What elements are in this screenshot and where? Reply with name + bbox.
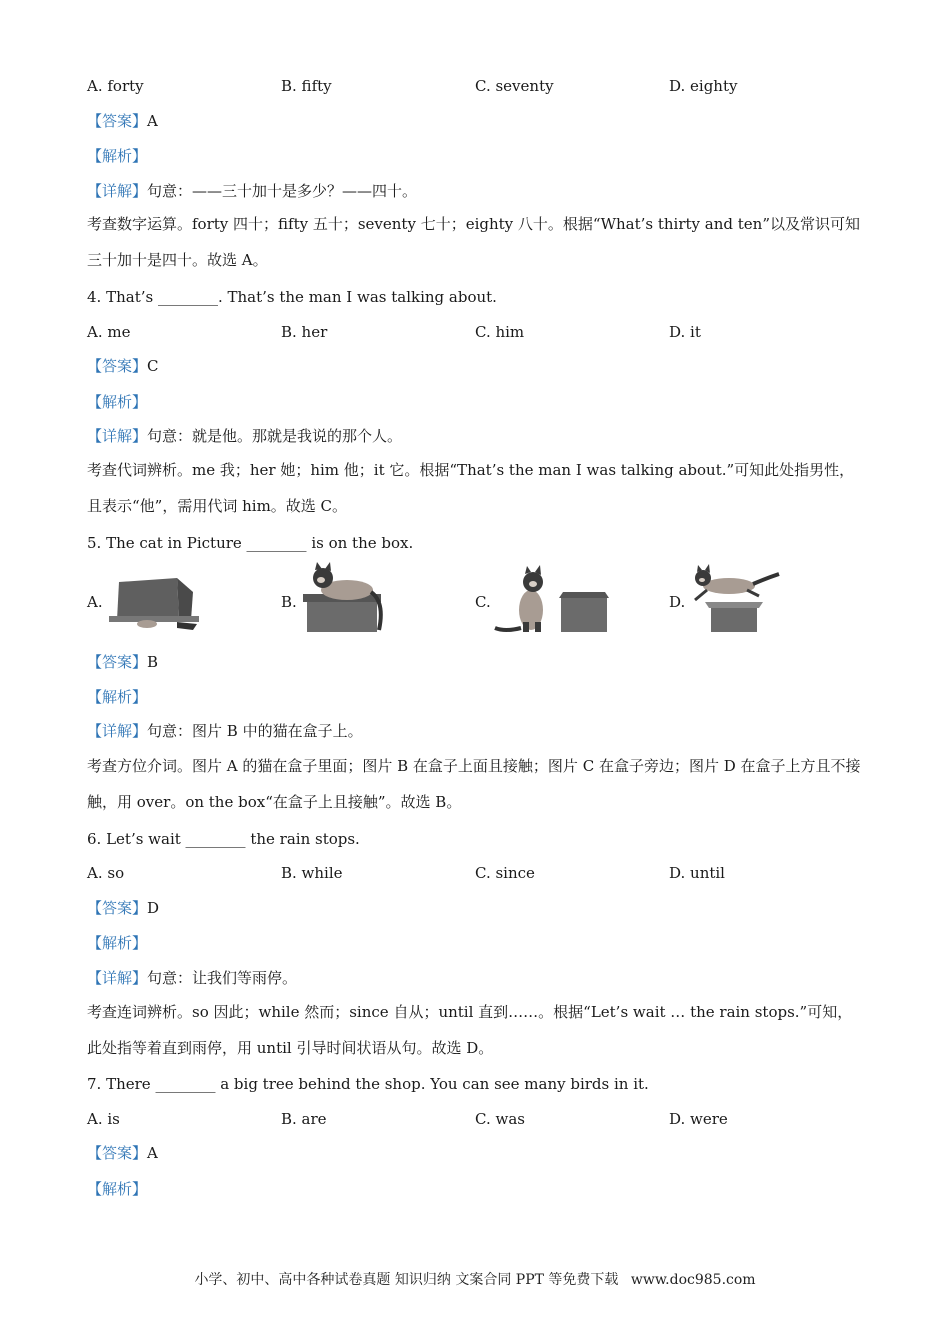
q5-option-a-label: A.	[87, 593, 103, 611]
q5-option-c	[475, 562, 625, 638]
answer-tag: 【答案】	[87, 112, 148, 130]
q6-analysis-tag: 【解析】	[87, 934, 148, 952]
answer-value: B	[147, 653, 159, 671]
q6-option-a: A. so	[87, 864, 125, 882]
q4-option-a: A. me	[87, 323, 131, 341]
cat-in-box-image	[107, 562, 202, 638]
detail-text: 句意：图片 B 中的猫在盒子上。	[147, 722, 363, 740]
q4-question: 4. That’s ________. That’s the man I was talking about.	[87, 288, 497, 306]
q3-answer	[87, 111, 158, 131]
q4-explanation: 考查代词辨析。me 我；her 她；him 他；it 它。根据“That’s the man I was talking about.”可知此处指男性，且表示“他”，需用代词 him。故选 C。	[87, 461, 855, 515]
q6-answer	[87, 898, 159, 918]
q4-option-d: D. it	[669, 323, 701, 341]
q5-option-c-label: C.	[475, 593, 491, 611]
q4-options	[87, 322, 867, 342]
q7-option-d: D. were	[669, 1110, 728, 1128]
answer-tag: 【答案】	[87, 357, 148, 375]
answer-value: C	[147, 357, 159, 375]
q7-option-c: C. was	[475, 1110, 525, 1128]
detail-tag: 【详解】	[87, 427, 148, 445]
q6-option-b: B. while	[281, 864, 343, 882]
q3-analysis-tag: 【解析】	[87, 147, 148, 165]
detail-text: 句意：——三十加十是多少？——四十。	[147, 182, 418, 200]
q3-option-a: A. forty	[87, 77, 144, 95]
q5-detail	[87, 721, 363, 741]
q5-option-b-label: B.	[281, 593, 297, 611]
q3-option-b: B. fifty	[281, 77, 332, 95]
detail-tag: 【详解】	[87, 722, 148, 740]
q6-explanation: 考查连词辨析。so 因此；while 然而；since 自从；until 直到……。根据“Let’s wait … the rain stops.”可知，此处指等着直到雨停，用 until 引导时间状语从句。故选 D。	[87, 1003, 853, 1057]
q5-option-b	[281, 562, 411, 638]
q3-option-c: C. seventy	[475, 77, 554, 95]
q6-option-d: D. until	[669, 864, 725, 882]
q5-picture-options	[87, 562, 867, 638]
q5-question: 5. The cat in Picture ________ is on the box.	[87, 534, 414, 552]
answer-tag: 【答案】	[87, 653, 148, 671]
q6-detail	[87, 968, 297, 988]
q3-detail	[87, 181, 417, 201]
q5-explanation: 考查方位介词。图片 A 的猫在盒子里面；图片 B 在盒子上面且接触；图片 C 在盒子旁边；图片 D 在盒子上方且不接触，用 over。on the box“在盒子上且接触”。故选 B。	[87, 757, 861, 811]
q5-option-d	[669, 562, 799, 638]
answer-value: A	[147, 112, 158, 130]
q5-option-a	[87, 562, 217, 638]
q6-question: 6. Let’s wait ________ the rain stops.	[87, 830, 360, 848]
detail-text: 句意：让我们等雨停。	[147, 969, 298, 987]
q3-option-d: D. eighty	[669, 77, 738, 95]
q4-detail	[87, 426, 402, 446]
cat-on-box-image	[299, 562, 389, 638]
q6-option-c: C. since	[475, 864, 535, 882]
page-footer	[0, 1270, 950, 1290]
q4-option-c: C. him	[475, 323, 525, 341]
detail-tag: 【详解】	[87, 182, 148, 200]
q7-question: 7. There ________ a big tree behind the shop. You can see many birds in it.	[87, 1075, 649, 1093]
answer-value: A	[147, 1144, 158, 1162]
q7-option-a: A. is	[87, 1110, 120, 1128]
q3-explanation: 考查数字运算。forty 四十；fifty 五十；seventy 七十；eighty 八十。根据“What’s thirty and ten”以及常识可知三十加十是四十。故选 A。	[87, 215, 861, 269]
q4-answer	[87, 356, 159, 376]
q7-options	[87, 1109, 867, 1129]
footer-text: 小学、初中、高中各种试卷真题 知识归纳 文案合同 PPT 等免费下载	[194, 1272, 619, 1288]
q4-analysis-tag: 【解析】	[87, 393, 148, 411]
q5-option-d-label: D.	[669, 593, 686, 611]
q5-analysis-tag: 【解析】	[87, 688, 148, 706]
answer-tag: 【答案】	[87, 1144, 148, 1162]
detail-text: 句意：就是他。那就是我说的那个人。	[147, 427, 403, 445]
q7-answer	[87, 1143, 158, 1163]
footer-url[interactable]: www.doc985.com	[630, 1272, 756, 1288]
q7-option-b: B. are	[281, 1110, 327, 1128]
q4-option-b: B. her	[281, 323, 328, 341]
cat-beside-box-image	[493, 562, 613, 638]
answer-value: D	[147, 899, 160, 917]
q3-options	[87, 76, 867, 96]
cat-over-box-image	[687, 562, 783, 638]
detail-tag: 【详解】	[87, 969, 148, 987]
q7-analysis-tag: 【解析】	[87, 1180, 148, 1198]
q6-options	[87, 863, 867, 883]
q5-answer	[87, 652, 158, 672]
answer-tag: 【答案】	[87, 899, 148, 917]
